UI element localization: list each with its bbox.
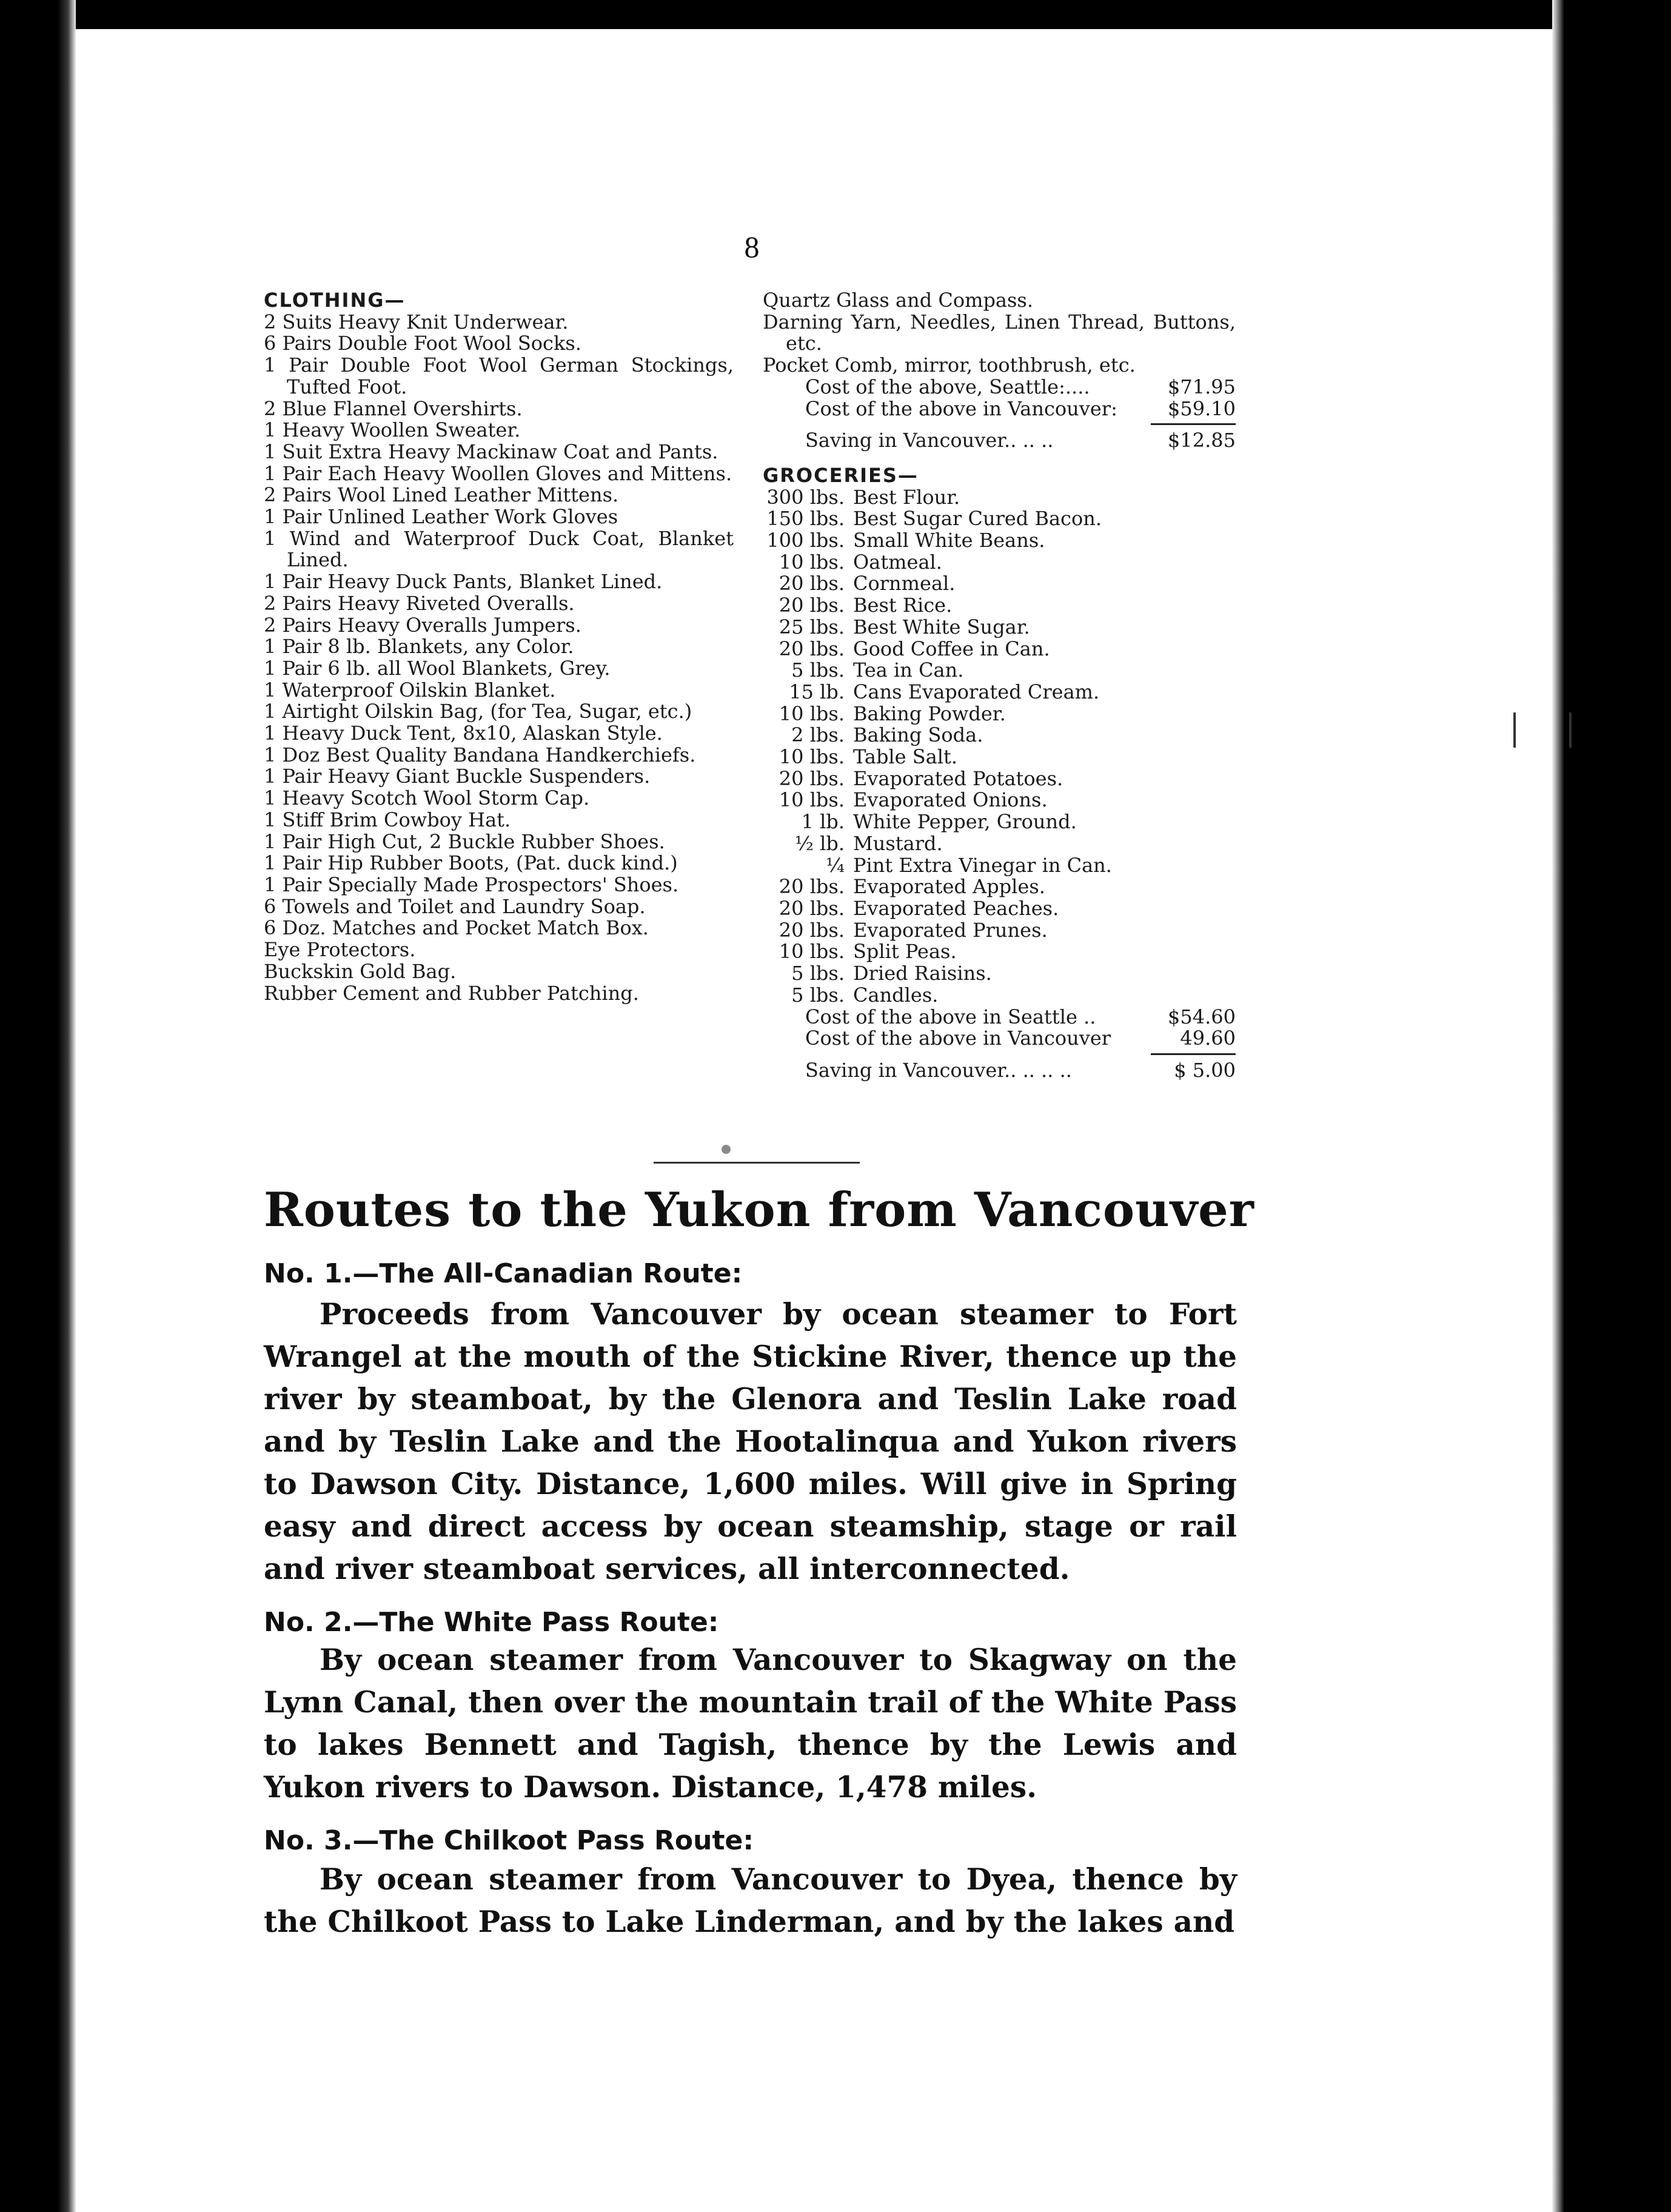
groceries-title: GROCERIES— xyxy=(763,463,919,487)
list-item: Pocket Comb, mirror, toothbrush, etc. xyxy=(763,354,1136,377)
scan-margin-mark xyxy=(1569,712,1572,748)
cost-value: $54.60 xyxy=(1168,1005,1236,1028)
list-item: 1 Suit Extra Heavy Mackinaw Coat and Pants. xyxy=(264,440,718,463)
grocery-item xyxy=(763,876,1236,898)
grocery-desc: Best Sugar Cured Bacon. xyxy=(853,507,1102,531)
saving-line xyxy=(763,1060,1236,1082)
grocery-qty: 100 lbs. xyxy=(766,529,845,552)
list-item: 1 Waterproof Oilskin Blanket. xyxy=(264,678,556,702)
grocery-desc: Evaporated Potatoes. xyxy=(853,766,1063,790)
cost-label: Cost of the above, Seattle:.... xyxy=(805,375,1090,398)
route-title: No. 3.—The Chilkoot Pass Route: xyxy=(264,1825,754,1856)
sum-rule xyxy=(1151,1053,1236,1055)
grocery-desc: Evaporated Peaches. xyxy=(853,896,1059,920)
routes-heading: Routes to the Yukon from Vancouver xyxy=(264,1182,1254,1238)
saving-label: Saving in Vancouver.. .. .. xyxy=(805,429,1054,452)
grocery-desc: Tea in Can. xyxy=(853,659,964,682)
grocery-item xyxy=(763,920,1236,942)
grocery-qty: 5 lbs. xyxy=(791,962,845,985)
grocery-item xyxy=(763,617,1236,638)
cost-value: 49.60 xyxy=(1180,1027,1236,1050)
list-item: 1 Pair Heavy Giant Buckle Suspenders. xyxy=(264,765,651,788)
grocery-qty: ¼ xyxy=(825,853,845,877)
sum-rule xyxy=(1151,423,1236,425)
grocery-desc: Candles. xyxy=(853,983,939,1007)
cost-label: Cost of the above in Seattle .. xyxy=(805,1005,1096,1028)
grocery-qty: 20 lbs. xyxy=(779,594,845,617)
grocery-item xyxy=(763,833,1236,855)
grocery-qty: 20 lbs. xyxy=(779,875,845,899)
ink-spot xyxy=(722,1145,731,1154)
grocery-qty: 20 lbs. xyxy=(779,766,845,790)
grocery-desc: Cans Evaporated Cream. xyxy=(853,680,1100,703)
route-description: Proceeds from Vancouver by ocean steamer to Fort Wrangel at the mouth of the Stickine River, thence up the river by steamboat, by the Glenora and Teslin Lake road and by Teslin Lake and the Hootalinqua and Yukon rivers to Dawson City. Distance, 1,600 miles. Will give in Spring easy and direct access by ocean steamship, stage or rail and river steamboat services, all interconnected. xyxy=(264,1297,1237,1586)
cost-value: $71.95 xyxy=(1168,375,1236,398)
grocery-qty: 300 lbs. xyxy=(766,485,845,509)
clothing-list xyxy=(264,290,734,1004)
list-item: 1 Stiff Brim Cowboy Hat. xyxy=(264,808,511,831)
grocery-item xyxy=(763,855,1236,877)
saving-value: $ 5.00 xyxy=(1174,1058,1236,1082)
grocery-qty: 10 lbs. xyxy=(779,788,845,812)
scan-top-border xyxy=(0,0,1671,29)
list-item: Quartz Glass and Compass. xyxy=(763,289,1034,312)
cost-line-vancouver xyxy=(763,1028,1236,1050)
grocery-qty: 2 lbs. xyxy=(791,723,845,747)
grocery-item xyxy=(763,789,1236,811)
list-item: 1 Heavy Scotch Wool Storm Cap. xyxy=(264,786,590,810)
list-item: 1 Pair 8 lb. Blankets, any Color. xyxy=(264,635,574,659)
grocery-qty: 25 lbs. xyxy=(779,615,845,638)
grocery-qty: 10 lbs. xyxy=(779,702,845,725)
grocery-item xyxy=(763,898,1236,920)
route-title: No. 1.—The All-Canadian Route: xyxy=(264,1258,743,1289)
grocery-qty: 20 lbs. xyxy=(779,637,845,660)
list-item: 1 Doz Best Quality Bandana Handkerchiefs. xyxy=(264,743,696,766)
grocery-qty: 20 lbs. xyxy=(779,572,845,595)
cost-label: Cost of the above in Vancouver xyxy=(805,1027,1111,1050)
grocery-qty: 20 lbs. xyxy=(779,896,845,920)
grocery-item xyxy=(763,508,1236,530)
list-item: 1 Pair Hip Rubber Boots, (Pat. duck kind.) xyxy=(264,851,678,875)
list-item: Eye Protectors. xyxy=(264,938,416,962)
grocery-qty: 150 lbs. xyxy=(766,507,845,531)
grocery-desc: Cornmeal. xyxy=(853,572,956,595)
section-divider xyxy=(654,1162,860,1164)
cost-value: $59.10 xyxy=(1168,397,1236,420)
list-item: 1 Wind and Waterproof Duck Coat, Blanket Lined. xyxy=(264,526,734,572)
grocery-desc: Dried Raisins. xyxy=(853,962,992,985)
cost-line-seattle xyxy=(763,1007,1236,1028)
grocery-desc: Good Coffee in Can. xyxy=(853,637,1050,660)
grocery-desc: Baking Soda. xyxy=(853,723,983,747)
grocery-item xyxy=(763,703,1236,725)
list-item: 6 Towels and Toilet and Laundry Soap. xyxy=(264,894,646,918)
route-description: By ocean steamer from Vancouver to Dyea, thence by the Chilkoot Pass to Lake Linderman, and by the lakes and xyxy=(264,1862,1237,1939)
grocery-item xyxy=(763,552,1236,574)
cost-line-vancouver xyxy=(763,398,1236,420)
route-title: No. 2.—The White Pass Route: xyxy=(264,1607,719,1638)
grocery-desc: White Pepper, Ground. xyxy=(853,810,1077,834)
grocery-qty: 5 lbs. xyxy=(791,659,845,682)
grocery-desc: Oatmeal. xyxy=(853,550,942,574)
grocery-desc: Best Flour. xyxy=(853,485,960,509)
grocery-desc: Small White Beans. xyxy=(853,529,1045,552)
grocery-item xyxy=(763,682,1236,703)
scan-right-border xyxy=(1552,0,1671,2212)
grocery-item xyxy=(763,595,1236,617)
route-description: By ocean steamer from Vancouver to Skagway on the Lynn Canal, then over the mountain trail of the White Pass to lakes Bennett and Tagish, thence by the Lewis and Yukon rivers to Dawson. Distance, 1,478 miles. xyxy=(264,1643,1237,1805)
grocery-qty: 10 lbs. xyxy=(779,940,845,964)
supplies-column xyxy=(763,290,1236,1082)
list-item: 6 Pairs Double Foot Wool Socks. xyxy=(264,332,581,355)
grocery-desc: Evaporated Onions. xyxy=(853,788,1048,812)
cost-line-seattle xyxy=(763,377,1236,398)
grocery-desc: Table Salt. xyxy=(853,745,958,769)
list-item: 2 Pairs Heavy Overalls Jumpers. xyxy=(264,613,581,637)
grocery-qty: 15 lb. xyxy=(789,680,845,703)
list-item: 2 Blue Flannel Overshirts. xyxy=(264,397,523,420)
grocery-desc: Mustard. xyxy=(853,831,943,855)
grocery-item xyxy=(763,573,1236,595)
grocery-item xyxy=(763,768,1236,790)
grocery-qty: 10 lbs. xyxy=(779,550,845,574)
grocery-qty: ½ lb. xyxy=(794,831,845,855)
grocery-item xyxy=(763,985,1236,1007)
grocery-desc: Pint Extra Vinegar in Can. xyxy=(853,853,1112,877)
list-item: 1 Pair Double Foot Wool German Stockings, Tufted Foot. xyxy=(264,354,734,398)
cost-label: Cost of the above in Vancouver: xyxy=(805,397,1117,420)
grocery-item xyxy=(763,487,1236,509)
grocery-qty: 1 lb. xyxy=(801,810,845,834)
grocery-desc: Baking Powder. xyxy=(853,702,1006,725)
list-item: 1 Pair Specially Made Prospectors' Shoes. xyxy=(264,873,679,896)
grocery-qty: 5 lbs. xyxy=(791,983,845,1007)
grocery-item xyxy=(763,660,1236,682)
page-number: 8 xyxy=(744,230,760,264)
saving-value: $12.85 xyxy=(1168,429,1236,452)
grocery-desc: Evaporated Prunes. xyxy=(853,918,1048,942)
scan-margin-mark xyxy=(1513,712,1516,748)
grocery-qty: 20 lbs. xyxy=(779,918,845,942)
grocery-item xyxy=(763,963,1236,985)
list-item: 1 Pair Heavy Duck Pants, Blanket Lined. xyxy=(264,570,663,594)
list-item: 6 Doz. Matches and Pocket Match Box. xyxy=(264,916,649,940)
grocery-desc: Split Peas. xyxy=(853,940,957,964)
list-item: 1 Pair High Cut, 2 Buckle Rubber Shoes. xyxy=(264,830,665,853)
saving-line xyxy=(763,430,1236,452)
grocery-item xyxy=(763,746,1236,768)
grocery-item xyxy=(763,941,1236,963)
list-item: 2 Suits Heavy Knit Underwear. xyxy=(264,310,569,333)
clothing-title: CLOTHING— xyxy=(264,289,406,312)
list-item: Rubber Cement and Rubber Patching. xyxy=(264,981,639,1005)
list-item: 1 Heavy Duck Tent, 8x10, Alaskan Style. xyxy=(264,722,663,745)
grocery-item xyxy=(763,811,1236,833)
list-item: 1 Pair Each Heavy Woollen Gloves and Mittens. xyxy=(264,461,732,485)
grocery-desc: Best White Sugar. xyxy=(853,615,1030,638)
grocery-item xyxy=(763,725,1236,746)
list-item: 1 Heavy Woollen Sweater. xyxy=(264,418,521,442)
list-item: Buckskin Gold Bag. xyxy=(264,959,457,983)
saving-label: Saving in Vancouver.. .. .. .. xyxy=(805,1058,1072,1082)
grocery-item xyxy=(763,638,1236,660)
list-item: 1 Pair 6 lb. all Wool Blankets, Grey. xyxy=(264,656,611,680)
grocery-desc: Evaporated Apples. xyxy=(853,875,1045,899)
scan-left-border xyxy=(0,0,76,2212)
list-item: 2 Pairs Heavy Riveted Overalls. xyxy=(264,591,575,615)
grocery-desc: Best Rice. xyxy=(853,594,953,617)
grocery-item xyxy=(763,530,1236,552)
list-item: 1 Pair Unlined Leather Work Gloves xyxy=(264,505,618,529)
spacer xyxy=(763,452,1236,465)
list-item: Darning Yarn, Needles, Linen Thread, Buttons, etc. xyxy=(763,310,1236,355)
list-item: 1 Airtight Oilskin Bag, (for Tea, Sugar, etc.) xyxy=(264,700,692,723)
list-item: 2 Pairs Wool Lined Leather Mittens. xyxy=(264,483,619,507)
grocery-qty: 10 lbs. xyxy=(779,745,845,769)
